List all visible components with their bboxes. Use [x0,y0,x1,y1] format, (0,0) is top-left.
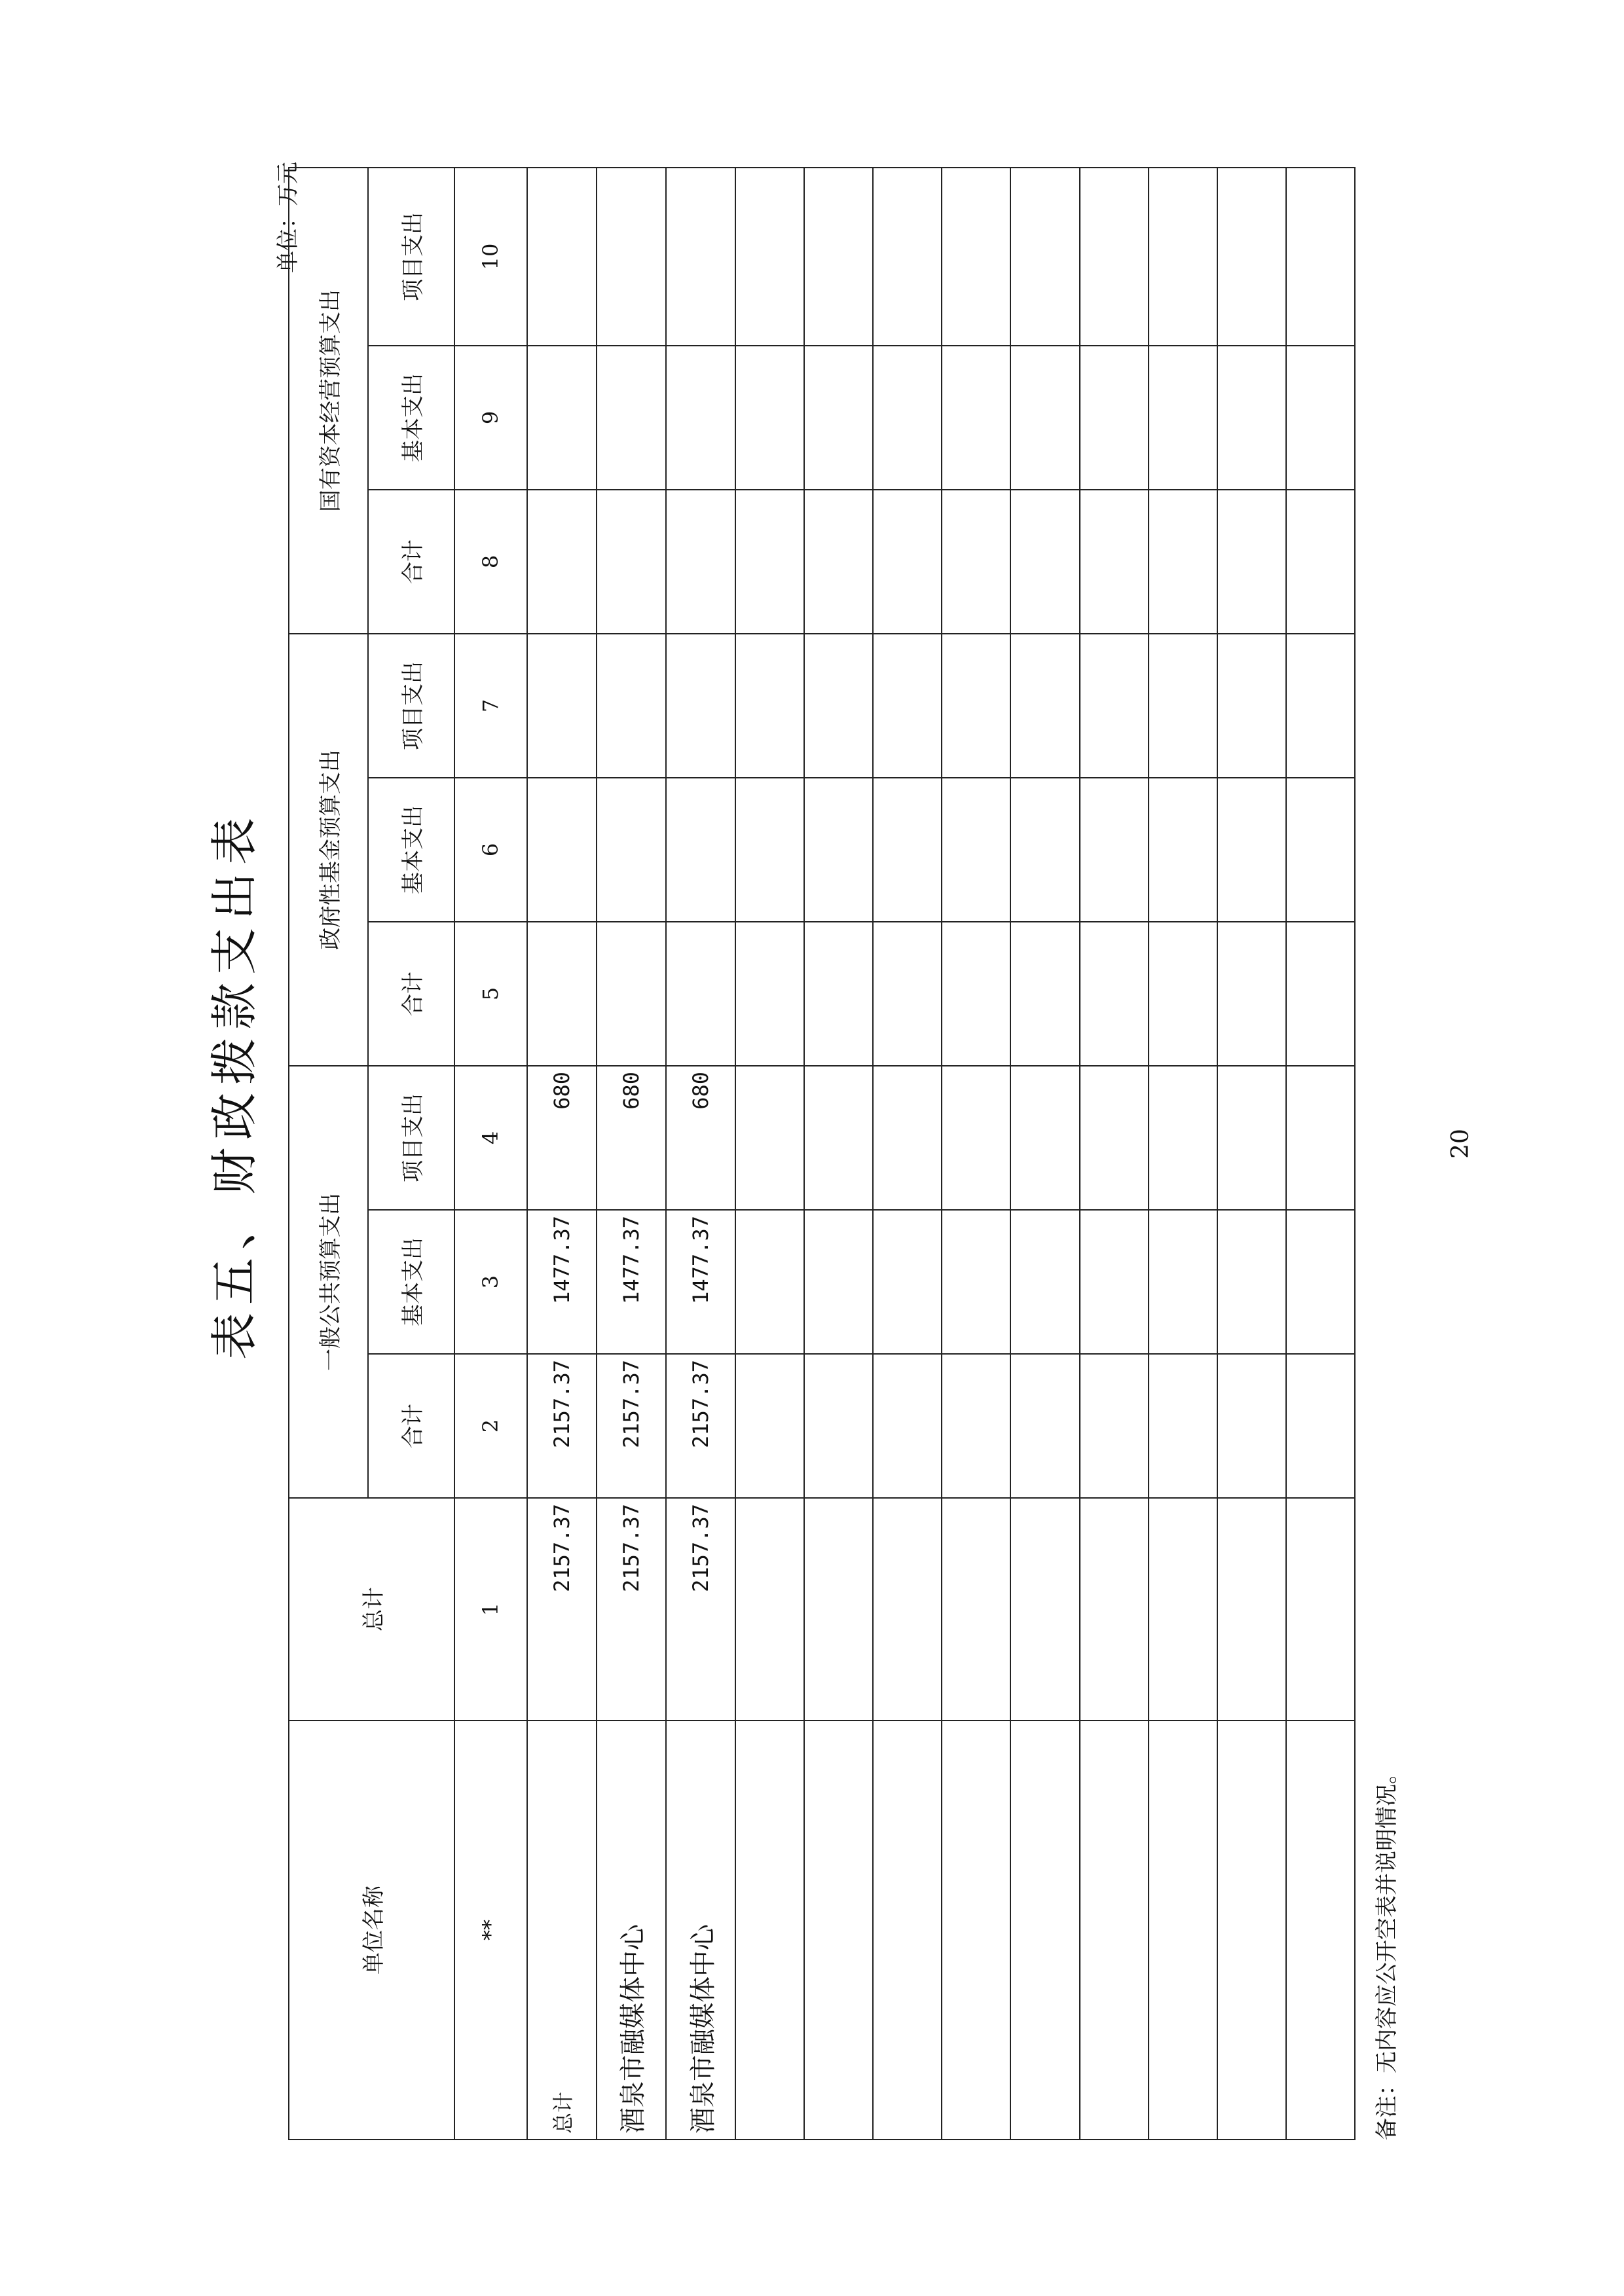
row-gp-project: 680 [527,1066,597,1210]
empty-cell [1217,1066,1286,1210]
empty-cell [1080,168,1149,346]
index-cell: 1 [454,1498,527,1721]
empty-cell [873,1498,942,1721]
empty-cell [1149,1354,1217,1498]
empty-cell [873,778,942,922]
empty-cell [1286,168,1355,346]
row-name: 总计 [527,1721,597,2140]
header-gp-project: 项目支出 [368,1066,454,1210]
header-gf-basic: 基本支出 [368,778,454,922]
row-gp-project: 680 [597,1066,666,1210]
empty-cell [1080,346,1149,490]
header-row-groups [289,168,368,2140]
empty-cell [1286,778,1355,922]
index-cell: 8 [454,490,527,634]
empty-cell [1149,634,1217,778]
empty-cell [1010,634,1079,778]
empty-cell [1010,168,1079,346]
empty-cell [873,1210,942,1354]
empty-table-row [1080,168,1149,2140]
empty-cell [735,1498,804,1721]
empty-cell [804,168,873,346]
empty-cell [1217,922,1286,1066]
empty-cell [1149,778,1217,922]
empty-rows [735,168,1355,2140]
empty-table-row [1010,168,1079,2140]
header-gp-subtotal: 合计 [368,1354,454,1498]
empty-cell [804,1721,873,2140]
empty-cell [942,346,1010,490]
empty-table-row [735,168,804,2140]
empty-cell [1217,168,1286,346]
index-cell: ** [454,1721,527,2140]
header-unit-name: 单位名称 [289,1721,454,2140]
empty-cell [804,922,873,1066]
row-name: 酒泉市融媒体中心 [666,1721,735,2140]
row-gp-basic: 1477.37 [666,1210,735,1354]
empty-cell [942,778,1010,922]
empty-cell [1286,1354,1355,1498]
empty-cell [942,634,1010,778]
index-cell: 10 [454,168,527,346]
empty-cell [873,168,942,346]
empty-cell [735,346,804,490]
empty-cell [1010,922,1079,1066]
empty-cell [804,346,873,490]
header-sc-subtotal: 合计 [368,490,454,634]
empty-cell [735,168,804,346]
empty-cell [1217,1354,1286,1498]
empty-cell [735,1066,804,1210]
empty-cell [1286,1210,1355,1354]
index-cell: 4 [454,1066,527,1210]
empty-cell [1149,1210,1217,1354]
empty-table-row [873,168,942,2140]
empty-cell [735,1354,804,1498]
empty-cell [1080,490,1149,634]
empty-cell [942,1498,1010,1721]
empty-cell [873,490,942,634]
empty-cell [1010,1066,1079,1210]
empty-cell [1149,346,1217,490]
empty-cell [1149,922,1217,1066]
fiscal-expenditure-table [288,167,1356,2140]
empty-cell [1010,1498,1079,1721]
header-gov-fund-budget: 政府性基金预算支出 [289,634,368,1066]
empty-cell [804,634,873,778]
unit-label: 单位：万元 [275,162,301,273]
empty-table-row [804,168,873,2140]
empty-table-row [1286,168,1355,2140]
table-row [527,168,597,2140]
empty-cell [1217,1210,1286,1354]
empty-cell [1217,1498,1286,1721]
empty-cell [1010,1354,1079,1498]
header-general-budget: 一般公共预算支出 [289,1066,368,1498]
empty-cell [1149,1498,1217,1721]
empty-cell [1010,346,1079,490]
row-gp-basic: 1477.37 [597,1210,666,1354]
empty-cell [735,634,804,778]
empty-cell [804,490,873,634]
empty-cell [1149,490,1217,634]
header-gp-basic: 基本支出 [368,1210,454,1354]
page-number: 20 [1447,1129,1474,1159]
table-row [597,168,666,2140]
empty-cell [804,1354,873,1498]
header-sc-project: 项目支出 [368,168,454,346]
empty-cell [942,1721,1010,2140]
empty-cell [1217,490,1286,634]
empty-cell [1286,1066,1355,1210]
empty-cell [1217,778,1286,922]
row-gp-subtotal: 2157.37 [527,1354,597,1498]
index-cell: 7 [454,634,527,778]
row-total: 2157.37 [527,1498,597,1721]
empty-cell [1286,634,1355,778]
empty-cell [1286,490,1355,634]
empty-cell [873,634,942,778]
empty-cell [942,922,1010,1066]
empty-cell [1010,490,1079,634]
empty-cell [942,490,1010,634]
empty-cell [873,1066,942,1210]
empty-cell [873,1354,942,1498]
empty-cell [1080,778,1149,922]
empty-cell [873,1721,942,2140]
empty-cell [1286,346,1355,490]
empty-cell [1149,1066,1217,1210]
empty-cell [1149,1721,1217,2140]
empty-cell [1217,634,1286,778]
empty-cell [942,1354,1010,1498]
empty-cell [1080,634,1149,778]
empty-cell [1286,922,1355,1066]
row-gp-project: 680 [666,1066,735,1210]
empty-cell [735,1721,804,2140]
empty-cell [873,922,942,1066]
page-title: 表五、财政拨款支出表 [207,810,262,1360]
empty-cell [1010,1721,1079,2140]
footnote: 备注：无内容应公开空表并说明情况。 [1374,1762,1400,2140]
empty-cell [1010,1210,1079,1354]
column-index-row [454,168,527,2140]
empty-cell [1217,346,1286,490]
empty-table-row [1149,168,1217,2140]
header-sc-basic: 基本支出 [368,346,454,490]
empty-cell [1080,1210,1149,1354]
empty-cell [1080,1066,1149,1210]
empty-cell [942,168,1010,346]
empty-cell [735,1210,804,1354]
empty-cell [1080,922,1149,1066]
row-gp-basic: 1477.37 [527,1210,597,1354]
empty-cell [735,922,804,1066]
index-cell: 6 [454,778,527,922]
empty-cell [735,778,804,922]
row-gp-subtotal: 2157.37 [666,1354,735,1498]
empty-cell [1286,1721,1355,2140]
empty-cell [1080,1498,1149,1721]
header-total: 总计 [289,1498,454,1721]
table-row [666,168,735,2140]
header-state-capital-budget: 国有资本经营预算支出 [289,168,368,634]
empty-cell [804,1210,873,1354]
empty-cell [804,778,873,922]
empty-cell [804,1498,873,1721]
empty-cell [1217,1721,1286,2140]
header-gf-project: 项目支出 [368,634,454,778]
empty-cell [942,1210,1010,1354]
empty-cell [735,490,804,634]
index-cell: 3 [454,1210,527,1354]
empty-table-row [1217,168,1286,2140]
row-gp-subtotal: 2157.37 [597,1354,666,1498]
row-total: 2157.37 [666,1498,735,1721]
empty-cell [1080,1354,1149,1498]
index-cell: 5 [454,922,527,1066]
row-total: 2157.37 [597,1498,666,1721]
empty-cell [804,1066,873,1210]
empty-cell [873,346,942,490]
empty-table-row [942,168,1010,2140]
empty-cell [1010,778,1079,922]
row-name: 酒泉市融媒体中心 [597,1721,666,2140]
index-cell: 9 [454,346,527,490]
index-cell: 2 [454,1354,527,1498]
empty-cell [942,1066,1010,1210]
empty-cell [1080,1721,1149,2140]
header-gf-subtotal: 合计 [368,922,454,1066]
empty-cell [1149,168,1217,346]
empty-cell [1286,1498,1355,1721]
